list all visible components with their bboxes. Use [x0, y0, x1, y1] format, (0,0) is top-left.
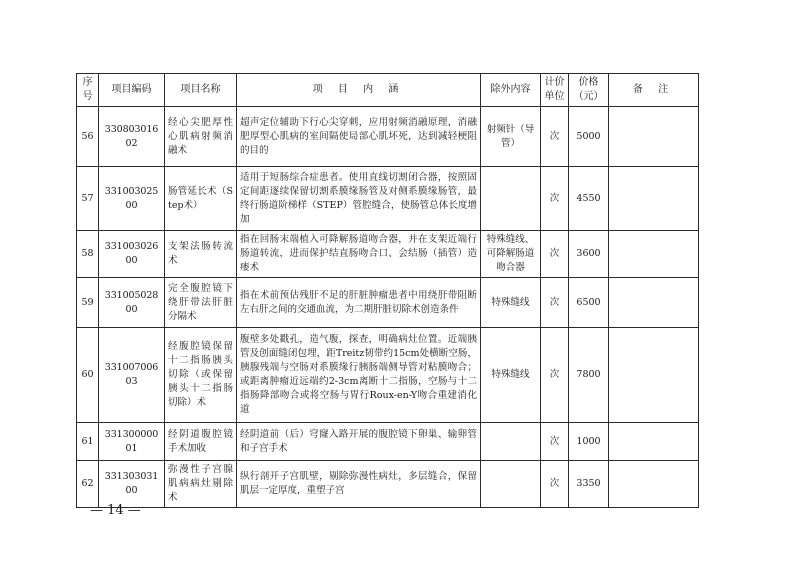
cell-except	[481, 167, 541, 231]
cell-except: 特殊缝线	[481, 278, 541, 328]
cell-unit: 次	[541, 461, 569, 508]
cell-price: 6500	[569, 278, 609, 328]
header-name: 项目名称	[165, 74, 237, 107]
cell-seq: 61	[77, 423, 99, 461]
cell-unit: 次	[541, 423, 569, 461]
table-row	[77, 278, 699, 328]
cell-name: 完全腹腔镜下绕肝带法肝脏分隔术	[165, 278, 237, 328]
cell-code: 33100302600	[99, 231, 165, 278]
cell-note	[609, 328, 699, 423]
cell-seq: 58	[77, 231, 99, 278]
header-except: 除外内容	[481, 74, 541, 107]
cell-code: 33100502800	[99, 278, 165, 328]
cell-code: 33100700603	[99, 328, 165, 423]
cell-seq: 60	[77, 328, 99, 423]
cell-code: 33100302500	[99, 167, 165, 231]
cell-price: 7800	[569, 328, 609, 423]
cell-note	[609, 423, 699, 461]
header-seq: 序号	[77, 74, 99, 107]
header-price: 价格（元）	[569, 74, 609, 107]
header-note: 备 注	[609, 74, 699, 107]
page-number: — 14 —	[90, 503, 141, 518]
cell-except: 特殊缝线、可降解肠道吻合器	[481, 231, 541, 278]
cell-name: 弥漫性子宫腺肌病病灶剔除术	[165, 461, 237, 508]
header-unit: 计价单位	[541, 74, 569, 107]
header-row	[77, 74, 699, 107]
cell-name: 经阴道腹腔镜手术加收	[165, 423, 237, 461]
cell-unit: 次	[541, 231, 569, 278]
table-row	[77, 328, 699, 423]
fee-table	[76, 73, 699, 508]
cell-seq: 57	[77, 167, 99, 231]
cell-seq: 62	[77, 461, 99, 508]
cell-note	[609, 461, 699, 508]
cell-content: 经阴道前（后）穹窿入路开展的腹腔镜下卵巢、输卵管和子宫手术	[237, 423, 481, 461]
cell-note	[609, 107, 699, 167]
cell-code: 33130000001	[99, 423, 165, 461]
cell-except	[481, 461, 541, 508]
cell-code: 33080301602	[99, 107, 165, 167]
table-row	[77, 167, 699, 231]
cell-price: 4550	[569, 167, 609, 231]
cell-content: 腹壁多处戳孔，造气腹，探查，明确病灶位置。近端胰管及创面缝闭包埋，距Treitz韧带约15cm处横断空肠，胰腺残端与空肠对系膜缘行胰肠端侧导管对粘膜吻合；或距离肿瘤近远端约2-3cm离断十二指肠，空肠与十二指肠降部吻合或将空肠与胃行Roux-en-Y吻合重建消化道	[237, 328, 481, 423]
cell-name: 肠管延长术（Step术）	[165, 167, 237, 231]
header-content: 项 目 内 涵	[237, 74, 481, 107]
table-row	[77, 461, 699, 508]
cell-price: 3600	[569, 231, 609, 278]
cell-except: 射频针（导管）	[481, 107, 541, 167]
cell-unit: 次	[541, 107, 569, 167]
cell-price: 1000	[569, 423, 609, 461]
cell-content: 超声定位辅助下行心尖穿刺，应用射频消融原理，消融肥厚型心肌病的室间隔使局部心肌坏死，达到减轻梗阻的目的	[237, 107, 481, 167]
cell-except	[481, 423, 541, 461]
table-row	[77, 107, 699, 167]
cell-name: 经腹腔镜保留十二指肠胰头切除（或保留胰头十二指肠切除）术	[165, 328, 237, 423]
cell-note	[609, 167, 699, 231]
header-code: 项目编码	[99, 74, 165, 107]
cell-seq: 56	[77, 107, 99, 167]
cell-content: 指在回肠末端植入可降解肠道吻合器，并在支架近端行肠道转流，进而保护结直肠吻合口、会结肠（插管）造瘘术	[237, 231, 481, 278]
table-row	[77, 423, 699, 461]
table-row	[77, 231, 699, 278]
cell-except: 特殊缝线	[481, 328, 541, 423]
cell-code: 33130303100	[99, 461, 165, 508]
cell-price: 5000	[569, 107, 609, 167]
cell-name: 经心尖肥厚性心肌病射频消融术	[165, 107, 237, 167]
cell-unit: 次	[541, 328, 569, 423]
cell-content: 指在术前预估残肝不足的肝脏肿瘤患者中用绕肝带阻断左右肝之间的交通血流，为二期肝脏切除术创造条件	[237, 278, 481, 328]
cell-unit: 次	[541, 278, 569, 328]
cell-note	[609, 278, 699, 328]
cell-price: 3350	[569, 461, 609, 508]
cell-content: 适用于短肠综合症患者。使用直线切割闭合器，按照固定间距逐续保留切割系膜缘肠管及对侧系膜缘肠管，最终行肠道阶梯样（STEP）管腔缝合，使肠管总体长度增加	[237, 167, 481, 231]
cell-content: 纵行剖开子宫肌壁，剔除弥漫性病灶，多层缝合，保留肌层一定厚度，重塑子宫	[237, 461, 481, 508]
cell-name: 支架法肠转流术	[165, 231, 237, 278]
cell-note	[609, 231, 699, 278]
cell-unit: 次	[541, 167, 569, 231]
cell-seq: 59	[77, 278, 99, 328]
